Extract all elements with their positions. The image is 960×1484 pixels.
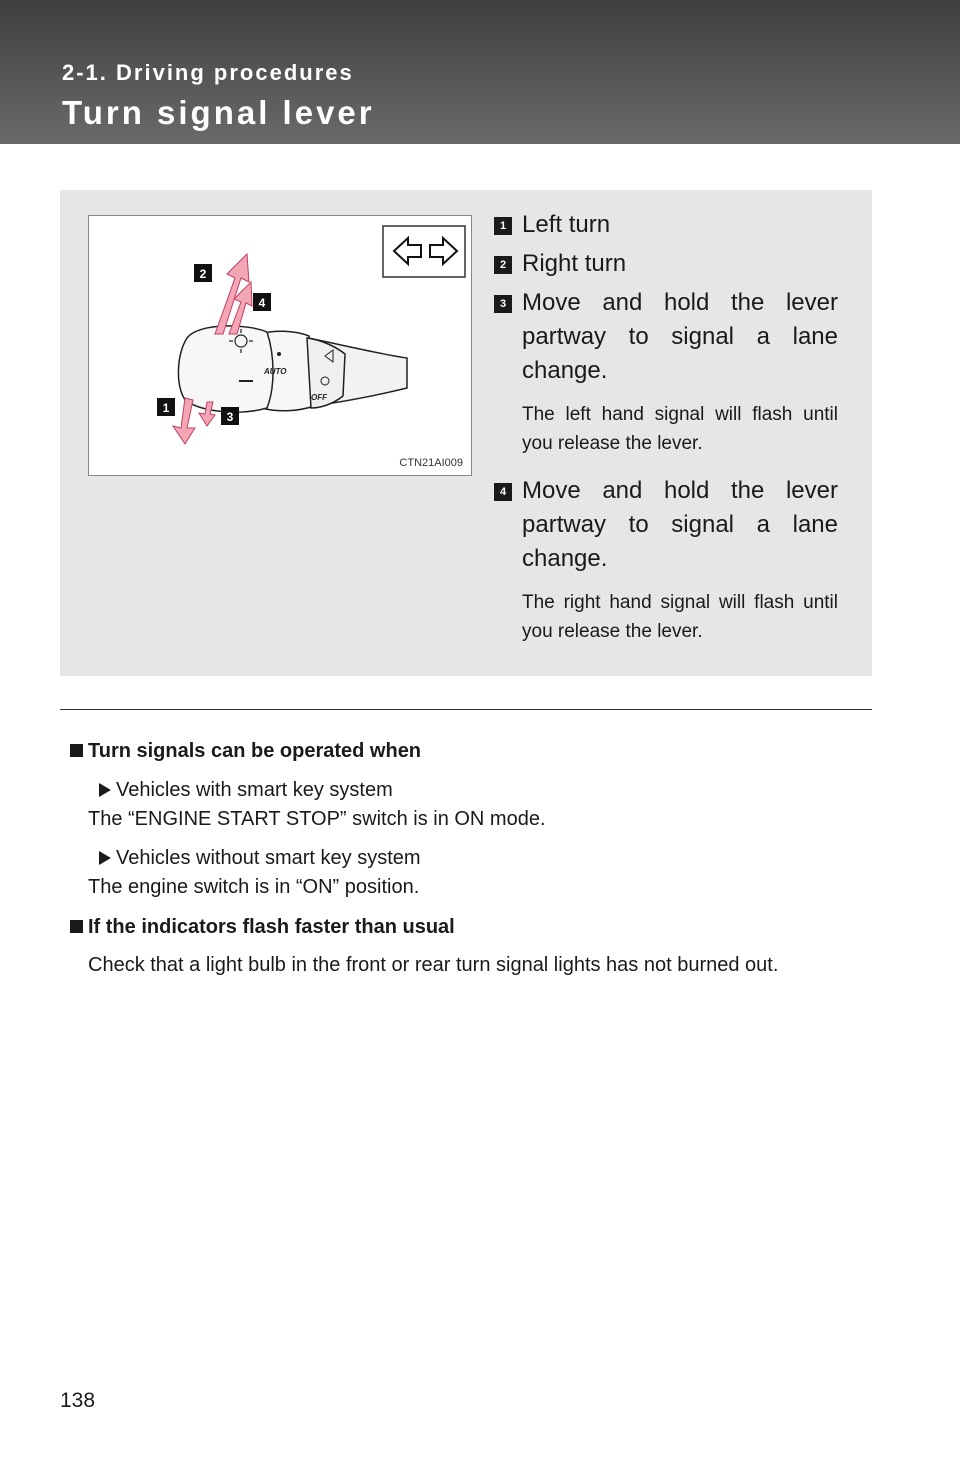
svg-text:4: 4 (258, 296, 266, 310)
condition-text: The “ENGINE START STOP” switch is in ON mode. (88, 808, 546, 830)
list-item (494, 286, 838, 458)
item-number: 2 (494, 256, 512, 274)
item-text: Left turn (522, 211, 611, 238)
page-header (0, 0, 960, 144)
list-item (494, 247, 838, 281)
item-number: 3 (494, 295, 512, 313)
item-list (494, 208, 838, 646)
svg-text:2: 2 (199, 267, 207, 281)
item-text: Move and hold the lever partway to signal a lane change. (522, 477, 838, 572)
lever-illustration (88, 215, 472, 476)
page-title: Turn signal lever (62, 94, 375, 131)
item-note: The right hand signal will flash until you release the lever. (522, 592, 838, 642)
arrow-left-turn (173, 398, 195, 444)
item-text: Right turn (522, 250, 627, 277)
notes-section (70, 736, 870, 980)
note-heading: If the indicators flash faster than usual (70, 912, 870, 942)
condition-label: Vehicles without smart key system (70, 844, 870, 873)
page-number: 138 (60, 1389, 96, 1412)
svg-text:1: 1 (162, 401, 170, 415)
condition-text: The engine switch is in “ON” position. (88, 876, 420, 898)
lever-knob (178, 326, 273, 412)
item-note: The left hand signal will flash until you release the lever. (522, 404, 838, 454)
figure-code: CTN21AI009 (399, 457, 463, 469)
section-label: 2-1. Driving procedures (62, 60, 354, 85)
list-item (494, 474, 838, 646)
square-bullet-icon (70, 920, 83, 933)
condition-label: Vehicles with smart key system (70, 776, 870, 805)
off-label: OFF (311, 393, 327, 402)
triangle-bullet-icon (99, 851, 111, 865)
section-divider (60, 709, 872, 710)
item-number: 1 (494, 217, 512, 235)
note-heading: Turn signals can be operated when (70, 736, 870, 766)
svg-text:3: 3 (226, 410, 234, 424)
note-text: Check that a light bulb in the front or rear turn signal lights has not burned out. (88, 954, 779, 976)
auto-label: AUTO (264, 367, 287, 376)
lever-drawing (89, 216, 473, 477)
item-number: 4 (494, 483, 512, 501)
square-bullet-icon (70, 744, 83, 757)
item-text: Move and hold the lever partway to signal a lane change. (522, 289, 838, 384)
list-item (494, 208, 838, 242)
triangle-bullet-icon (99, 783, 111, 797)
